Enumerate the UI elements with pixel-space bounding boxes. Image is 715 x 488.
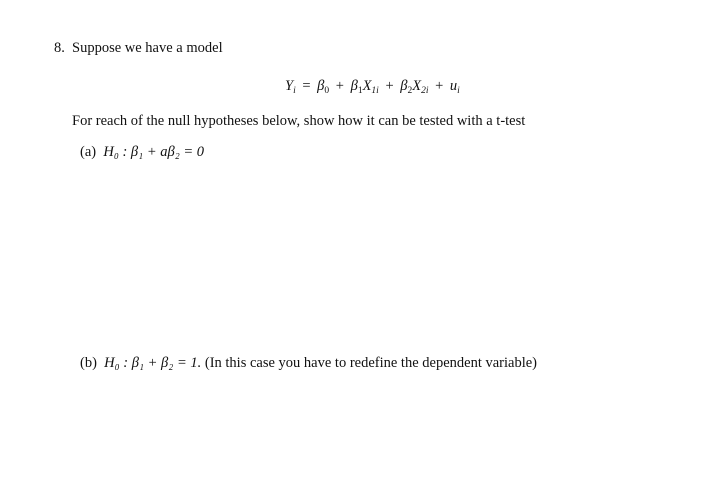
question-intro: Suppose we have a model <box>72 40 223 56</box>
eq-term-1-coef: β <box>350 78 358 94</box>
model-equation: $Y_i = \beta_0 + \beta_1X_{1i} + \beta_2X_{2i} + u_i$ <box>285 78 460 96</box>
eq-lhs-sub: i <box>293 86 296 96</box>
eq-term-1-var: X <box>362 78 372 94</box>
question-number: 8. <box>54 40 65 56</box>
part-a-hypothesis: H₀ : β₁ + aβ₂ = 0 <box>103 144 205 160</box>
part-b-label: (b) <box>80 355 97 371</box>
eq-term-2-var: X <box>412 78 422 94</box>
eq-term-0-coef-sub: 0 <box>324 86 330 96</box>
part-a-label: (a) <box>80 144 97 160</box>
eq-term-2-coef: β <box>400 78 408 94</box>
eq-term-0-coef: β <box>317 78 325 94</box>
part-b <box>80 355 537 372</box>
eq-term-1-coef-sub: 1 <box>357 86 363 96</box>
part-b-hypothesis: H₀ : β₁ + β₂ = 1. <box>104 355 202 371</box>
instructions-text: For reach of the null hypotheses below, show how it can be tested with a t-test <box>72 113 526 129</box>
eq-term-3-var: u <box>449 78 458 94</box>
eq-lhs: Y <box>285 78 294 94</box>
part-a <box>80 144 204 161</box>
eq-term-2-coef-sub: 2 <box>407 86 413 96</box>
eq-term-3-var-sub: i <box>457 86 460 96</box>
part-b-note: (In this case you have to redefine the dependent variable) <box>204 355 538 371</box>
eq-term-1-var-sub: 1i <box>371 86 379 96</box>
eq-term-2-var-sub: 2i <box>421 86 429 96</box>
